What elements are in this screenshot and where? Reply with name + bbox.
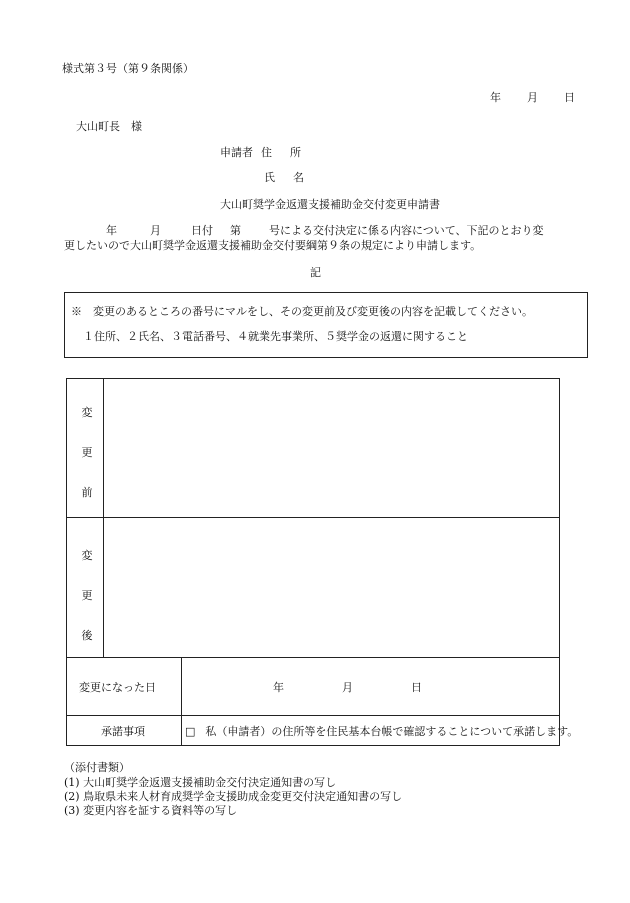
body-day: 日付: [191, 224, 213, 237]
name-label-2: 名: [293, 171, 304, 184]
after-char-3: 後: [81, 629, 93, 642]
attachment-item-3: (3) 変更内容を証する資料等の写し: [64, 804, 238, 817]
notice-line-1: ※ 変更のあるところの番号にマルをし、その変更前及び変更後の内容を記載してください。: [71, 305, 533, 318]
changed-day-label: 日: [411, 681, 422, 694]
ki-heading: 記: [310, 266, 321, 279]
before-char-1: 変: [81, 406, 93, 419]
changed-year-label: 年: [273, 681, 284, 694]
consent-row: [185, 726, 578, 737]
change-table: [66, 378, 579, 746]
after-char-2: 更: [81, 589, 93, 602]
body-rest: 号による交付決定に係る内容について、下記のとおり変: [269, 224, 544, 237]
attachment-item-2: (2) 鳥取県未来人材育成奨学金支援助成金変更交付決定通知書の写し: [64, 790, 403, 803]
body-line-2: 更したいので大山町奨学金返還支援補助金交付要綱第９条の規定により申請します。: [64, 239, 482, 252]
body-month: 月: [150, 224, 161, 237]
body-year: 年: [106, 224, 117, 237]
address-label-2: 所: [290, 146, 301, 159]
after-date-divider: [67, 657, 559, 658]
document-title: 大山町奨学金返還支援補助金交付変更申請書: [220, 198, 440, 211]
body-dai: 第: [230, 224, 241, 237]
consent-label: 承諾事項: [101, 725, 145, 738]
applicant-name-row: [264, 172, 304, 183]
applicant-address-row: [220, 147, 301, 158]
attachment-item-1: (1) 大山町奨学金返還支援補助金交付決定通知書の写し: [64, 776, 337, 789]
changed-date-field[interactable]: [273, 682, 422, 693]
after-char-1: 変: [81, 549, 93, 562]
before-content-area[interactable]: [104, 380, 559, 516]
name-label-1: 氏: [264, 171, 275, 184]
date-day-label: 日: [564, 91, 575, 104]
attachments-heading: （添付書類）: [64, 761, 130, 774]
before-char-2: 更: [81, 446, 93, 459]
after-content-area[interactable]: [104, 518, 559, 656]
applicant-label: 申請者: [220, 146, 253, 159]
addressee: 大山町長 様: [76, 120, 142, 133]
body-line-1: [106, 225, 544, 236]
date-month-label: 月: [527, 91, 538, 104]
notice-line-2: １住所、２氏名、３電話番号、４就業先事業所、５奨学金の返還に関すること: [83, 330, 468, 343]
changed-date-label: 変更になった日: [79, 681, 156, 694]
consent-checkbox[interactable]: □: [185, 725, 196, 738]
date-line: [490, 92, 575, 103]
date-consent-divider: [67, 715, 559, 716]
address-label-1: 住: [261, 146, 272, 159]
consent-text: 私（申請者）の住所等を住民基本台帳で確認することについて承諾します。: [205, 725, 579, 738]
form-number: 様式第３号（第９条関係）: [62, 62, 194, 75]
before-char-3: 前: [81, 486, 93, 499]
date-year-label: 年: [490, 91, 501, 104]
changed-month-label: 月: [342, 681, 353, 694]
notice-box: [64, 292, 588, 358]
date-column-divider: [181, 658, 182, 746]
